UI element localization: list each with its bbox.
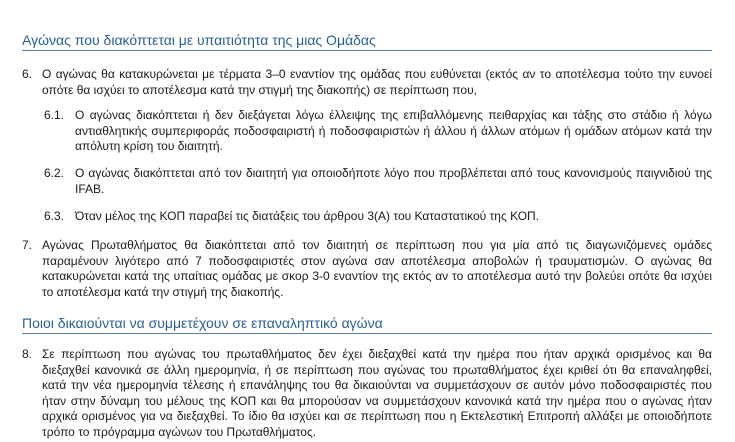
clause-number: 7. [22, 238, 33, 252]
clause-number: 6.1. [44, 108, 65, 122]
clause-text: Ο αγώνας διακόπτεται ή δεν διεξάγεται λόγω έλλειψης της επιβαλλόμενης πειθαρχίας και τάξης στο στάδιο ή λόγω αντιαθλητικής συμπεριφοράς ποδοσφαιριστή ή ποδοσφαιριστών ή άλλου ή άλλων ατόμων ή ομάδων ατόμων κατά την απόλυτη κρίση του διαιτητή. [75, 108, 712, 154]
clause-6-2 [44, 166, 712, 197]
clause-number: 8. [22, 347, 33, 361]
clause-8 [22, 347, 712, 441]
clause-7 [22, 238, 712, 300]
clause-number: 6.3. [44, 209, 65, 223]
clause-6-3 [44, 209, 712, 225]
clause-text: Ο αγώνας θα κατακυρώνεται με τέρματα 3–0 εναντίον της ομάδας που ευθύνεται (εκτός αν το αποτέλεσμα τούτο την ευνοεί οπότε θα ισχύει το αποτέλεσμα κατά την στιγμή της διακοπής) σε περίπτωση που, [42, 67, 712, 97]
clause-number: 6.2. [44, 166, 65, 180]
section-heading-replay-eligibility: Ποιοι δικαιούνται να συμμετέχουν σε επαναληπτικό αγώνα [22, 314, 712, 334]
clause-6 [22, 67, 712, 98]
clause-6-1 [44, 108, 712, 155]
section-heading-abandoned-match: Αγώνας που διακόπτεται με υπαιτιότητα της μιας Ομάδας [22, 31, 712, 51]
clause-number: 6. [22, 67, 33, 81]
clause-text: Αγώνας Πρωταθλήματος θα διακόπτεται από τον διαιτητή σε περίπτωση που για μία από τις διαγωνιζόμενες ομάδες παραμένουν λιγότερο από 7 ποδοσφαιριστές στον αγώνα σαν αποτέλεσμα αποβολών ή τραυματισμών. Ο αγώνας θα κατακυρώνεται κατά της υπαίτιας ομάδας με σκορ 3-0 εναντίον της εκτός αν το αποτέλεσμα αυτό την βολεύει οπότε θα ισχύει το αποτέλεσμα κατά την στιγμή της διακοπής. [42, 238, 712, 299]
clause-text: Όταν μέλος της ΚΟΠ παραβεί τις διατάξεις του άρθρου 3(Α) του Καταστατικού της ΚΟΠ. [75, 209, 540, 223]
clause-text: Σε περίπτωση που αγώνας του πρωταθλήματος δεν έχει διεξαχθεί κατά την ημέρα που ήταν αρχικά ορισμένος και θα διεξαχθεί κανονικά σε άλλη ημερομηνία, ή σε περίπτωση που αγώνας του πρωταθλήματος έχει κριθεί ότι θα επαναληφθεί, κατά την νέα ημερομηνία τέλεσης ή επανάληψης του θα δικαιούνται να συμμετάσχουν σε αυτόν μόνο ποδοσφαιριστές που ήταν στην δύναμη του μέλους της ΚΟΠ και θα μπορούσαν να συμμετάσχουν κανονικά κατά την ημέρα που ο αγώνας ήταν αρχικά ορισμένος για να διεξαχθεί. Το ίδιο θα ισχύει και σε περίπτωση που η Εκτελεστική Επιτροπή αλλάξει με οποιοδήποτε τρόπο το πρόγραμμα αγώνων του Πρωταθλήματος. [42, 347, 712, 439]
clause-text: Ο αγώνας διακόπτεται από τον διαιτητή για οποιοδήποτε λόγο που προβλέπεται από τους κανονισμούς παιγνιδιού της IFAB. [75, 166, 712, 196]
